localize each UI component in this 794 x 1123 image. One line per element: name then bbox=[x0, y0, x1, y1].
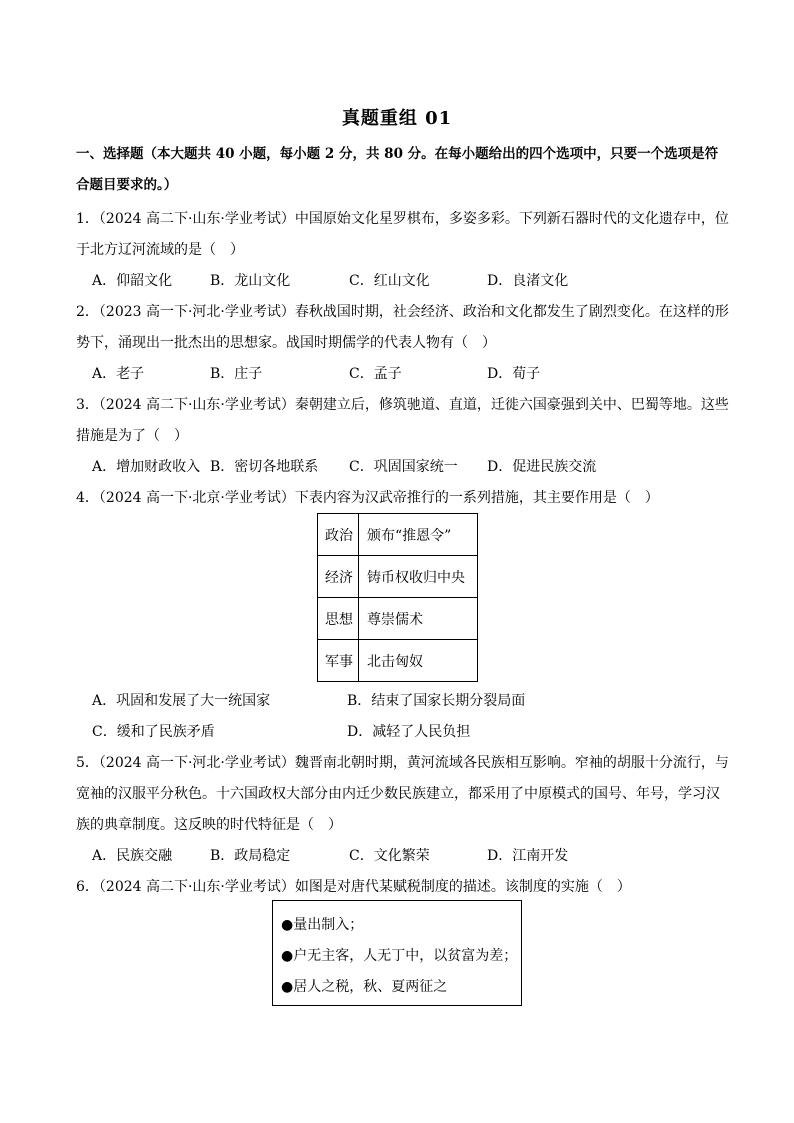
table-cell-category: 军事 bbox=[318, 640, 359, 682]
table-cell-measure: 铸币权收归中央 bbox=[359, 556, 478, 598]
q5-stem-line-2: 宽袖的汉服平分秋色。十六国政权大部分由内迁少数民族建立，都采用了中原模式的国号、年号，学习汉 bbox=[76, 786, 720, 802]
table-cell-measure: 尊崇儒术 bbox=[359, 598, 478, 640]
q3-stem-line-1: 3．（2024 高二下·山东·学业考试）秦朝建立后，修筑驰道、直道，迁徙六国豪强到关中、巴蜀等地。这些 bbox=[76, 397, 729, 413]
q6-box-item: ●量出制入； bbox=[281, 917, 364, 933]
q2-stem-line-1: 2．（2023 高一下·河北·学业考试）春秋战国时期，社会经济、政治和文化都发生了剧烈变化。在这样的形 bbox=[76, 304, 729, 320]
q2-option-a[interactable]: A．老子 bbox=[92, 366, 145, 382]
q1-stem-line-2: 于北方辽河流域的是（ ） bbox=[76, 242, 244, 258]
q1-option-d[interactable]: D．良渚文化 bbox=[487, 273, 569, 289]
q3-option-d[interactable]: D．促进民族交流 bbox=[487, 459, 597, 475]
table-cell-measure: 北击匈奴 bbox=[359, 640, 478, 682]
q3-stem-line-2: 措施是为了（ ） bbox=[76, 428, 188, 444]
q5-stem-line-3: 族的典章制度。这反映的时代特征是（ ） bbox=[76, 817, 342, 833]
q1-option-b[interactable]: B．龙山文化 bbox=[210, 273, 291, 289]
q6-description-box bbox=[272, 900, 522, 1006]
table-row bbox=[318, 598, 478, 640]
table-row bbox=[318, 556, 478, 598]
q5-stem-line-1: 5．（2024 高一下·河北·学业考试）魏晋南北朝时期，黄河流域各民族相互影响。窄袖的胡服十分流行，与 bbox=[76, 755, 729, 771]
q3-option-a[interactable]: A．增加财政收入 bbox=[92, 459, 201, 475]
table-row bbox=[318, 514, 478, 556]
q1-stem-line-1: 1．（2024 高二下·山东·学业考试）中国原始文化星罗棋布，多姿多彩。下列新石器时代的文化遗存中，位 bbox=[76, 211, 729, 227]
q5-option-d[interactable]: D．江南开发 bbox=[487, 848, 569, 864]
table-cell-category: 经济 bbox=[318, 556, 359, 598]
q1-option-a[interactable]: A．仰韶文化 bbox=[92, 273, 173, 289]
q3-option-b[interactable]: B．密切各地联系 bbox=[210, 459, 319, 475]
q4-measures-table bbox=[317, 513, 478, 682]
q3-option-c[interactable]: C．巩固国家统一 bbox=[349, 459, 458, 475]
page-title: 真题重组 01 bbox=[341, 108, 453, 129]
q6-stem-line-1: 6．（2024 高二下·山东·学业考试）如图是对唐代某赋税制度的描述。该制度的实施（ ） bbox=[76, 879, 631, 895]
q6-box-item: ●居人之税，秋、夏两征之 bbox=[281, 979, 448, 995]
q5-option-c[interactable]: C．文化繁荣 bbox=[349, 848, 430, 864]
q5-option-b[interactable]: B．政局稳定 bbox=[210, 848, 291, 864]
q6-box-item: ●户无主客，人无丁中，以贫富为差； bbox=[281, 948, 518, 964]
q4-option-c[interactable]: C．缓和了民族矛盾 bbox=[92, 724, 215, 740]
section-heading-line-2: 合题目要求的。） bbox=[76, 177, 178, 193]
section-heading-line-1: 一、选择题（本大题共 40 小题，每小题 2 分，共 80 分。在每小题给出的四个选项中，只要一个选项是符 bbox=[76, 146, 719, 162]
table-cell-category: 政治 bbox=[318, 514, 359, 556]
q4-option-d[interactable]: D．减轻了人民负担 bbox=[347, 724, 471, 740]
q4-stem-line-1: 4．（2024 高一下·北京·学业考试）下表内容为汉武帝推行的一系列措施，其主要作用是（ ） bbox=[76, 490, 659, 506]
table-cell-measure: 颁布“推恩令” bbox=[359, 514, 478, 556]
q5-option-a[interactable]: A．民族交融 bbox=[92, 848, 173, 864]
q2-stem-line-2: 势下，涌现出一批杰出的思想家。战国时期儒学的代表人物有（ ） bbox=[76, 335, 496, 351]
q4-option-b[interactable]: B．结束了国家长期分裂局面 bbox=[347, 693, 526, 709]
table-cell-category: 思想 bbox=[318, 598, 359, 640]
section-heading bbox=[76, 139, 726, 201]
q2-option-b[interactable]: B．庄子 bbox=[210, 366, 263, 382]
q4-option-a[interactable]: A．巩固和发展了大一统国家 bbox=[92, 693, 271, 709]
q2-option-c[interactable]: C．孟子 bbox=[349, 366, 402, 382]
q1-option-c[interactable]: C．红山文化 bbox=[349, 273, 430, 289]
q2-option-d[interactable]: D．荀子 bbox=[487, 366, 541, 382]
table-row bbox=[318, 640, 478, 682]
